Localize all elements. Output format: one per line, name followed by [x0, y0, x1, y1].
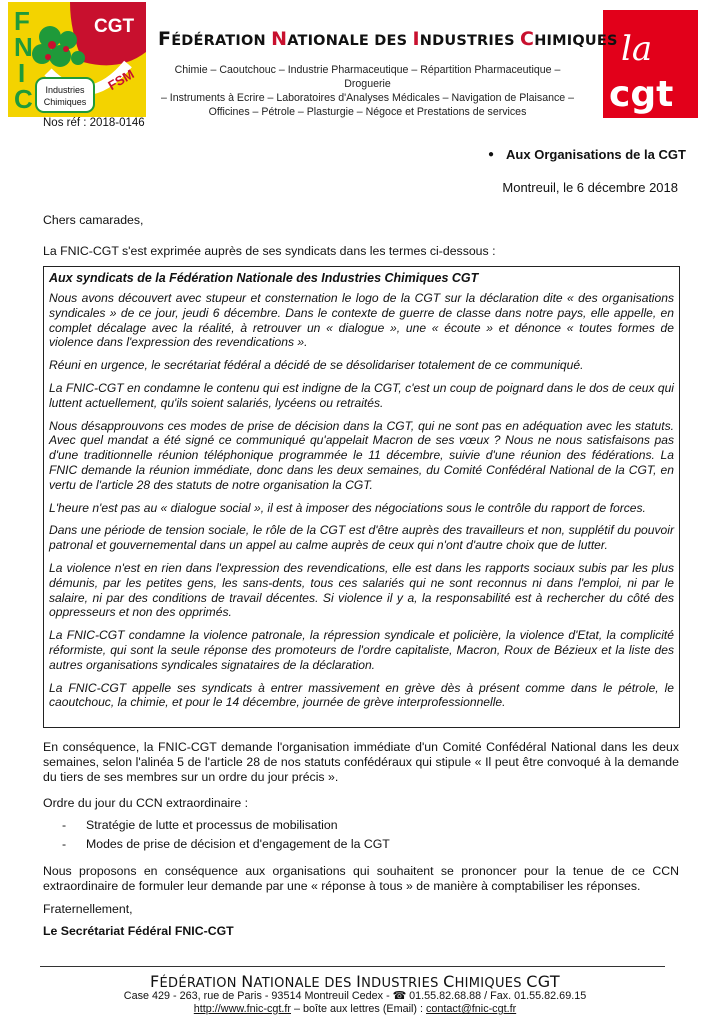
signature: Le Secrétariat Fédéral FNIC-CGT [43, 924, 234, 938]
place-date: Montreuil, le 6 décembre 2018 [502, 180, 678, 195]
la-cgt-logo-la: la [621, 29, 653, 69]
fnic-letter-n: N [14, 32, 33, 62]
recipient [488, 147, 686, 162]
footer-links [0, 1003, 710, 1015]
footer-title-part: HIMIQUES [454, 976, 527, 991]
footer-divider [40, 966, 665, 967]
sectors-list [150, 63, 585, 119]
quoted-statement-box [43, 266, 680, 728]
header-title-part: ÉDÉRATION [171, 33, 272, 49]
federation-title [158, 28, 618, 50]
footer-title-part: ATIONALE DES [253, 976, 357, 991]
footer-title-part: C [443, 972, 455, 991]
box-paragraph: La FNIC-CGT condamne la violence patronale, la répression syndicale et policière, la violence d'Etat, la complicité réformiste, qui sont la seule réponse des promoteurs de l'ordre capitaliste, Macron, Roux de Bézieux et la liste des autres organisations syndicales signataires de la déclaration. [49, 628, 674, 672]
box-paragraph: Réuni en urgence, le secrétariat fédéral a décidé de se désolidariser totalement de ce communiqué. [49, 358, 584, 373]
header-title-part: I [412, 28, 420, 50]
dash-icon: - [62, 818, 67, 832]
fnic-ribbon-line2: Chimiques [43, 97, 87, 107]
agenda-item-text: Stratégie de lutte et processus de mobilisation [86, 818, 338, 832]
footer-address: Case 429 - 263, rue de Paris - 93514 Montreuil Cedex - ☎ 01.55.82.68.88 / Fax. 01.55.82.69.15 [123, 990, 587, 1002]
fnic-letter-i: I [18, 58, 26, 88]
la-cgt-logo-cgt: cgt [609, 74, 674, 115]
box-paragraph: La violence n'est en rien dans l'expression des revendications, elle est dans les rapports sociaux subis par les plus démunis, par les petites gens, les sans-dents, tous ces salariés qui ne sont reconnus ni dans l'emploi, ni par le salaire, ni par des conditions de travail décentes. Si violence il y a, la responsabilité est à rechercher du côté des oppresseurs et non des opprimés. [49, 560, 674, 620]
sectors-line: Officines – Pétrole – Plasturgie – Négoce et Prestations de services [208, 106, 527, 118]
footer-title-part: NDUSTRIES [361, 976, 444, 991]
mailbox-text: – boîte aux lettres (Email) : [291, 1003, 427, 1015]
header-title-part: N [271, 28, 288, 50]
box-paragraph: Nous avons découvert avec stupeur et consternation le logo de la CGT sur la déclaration dite « des organisations syndicales » de ce jour, jeudi 6 décembre. Dans le contexte de guerre de classe dans notre pays, elle appelle, en complet décalage avec la réalité, à retrouver un « dialogue », une « écoute » et dénonce « toutes formes de violence dans l'expression des revendications ». [49, 291, 674, 350]
box-paragraph: La FNIC-CGT en condamne le contenu qui est indigne de la CGT, c'est un coup de poignard dans le dos de ceux qui luttent actuellement, qu'ils soient salariés, lycéens ou retraités. [49, 380, 674, 410]
box-paragraph: Nous désapprouvons ces modes de prise de décision dans la CGT, qui ne sont pas en adéquation avec les statuts. Avec quel mandat a été signé ce communiqué qu'appelait Macron de ses vœux ? Nous ne nous satisfaisons pas d'une traditionnelle réunion téléphonique programmée le 11 décembre, suivie d'une réunion des fédérations. La FNIC demande la réunion immédiate, donc dans les deux semaines, du Comité Confédéral National de la CGT, en vertu de l'article 28 des statuts de notre organisation la CGT. [49, 418, 674, 492]
header-title-part: F [158, 28, 172, 50]
greeting: Chers camarades, [43, 213, 144, 227]
fnic-logo [8, 2, 146, 117]
footer-title-part: F [150, 972, 160, 991]
header-title-part: C [520, 28, 535, 50]
agenda-list [62, 816, 390, 854]
bullet-icon: ● [488, 149, 495, 160]
footer-title-part: ÉDÉRATION [159, 976, 242, 991]
fnic-logo-fsm: FSM [105, 66, 137, 94]
sectors-line: Chimie – Caoutchouc – Industrie Pharmaceutique – Répartition Pharmaceutique – Droguerie [174, 64, 561, 90]
email-link[interactable]: contact@fnic-cgt.fr [426, 1003, 517, 1015]
fnic-ribbon-line1: Industries [45, 85, 85, 95]
intro-paragraph: La FNIC-CGT s'est exprimée auprès de ses syndicats dans les termes ci-dessous : [43, 244, 496, 258]
la-cgt-logo [603, 10, 698, 118]
recipient-text: Aux Organisations de la CGT [506, 147, 686, 162]
footer-title-part: I [356, 972, 362, 991]
header-title-part: ATIONALE DES [287, 33, 413, 49]
website-link[interactable]: http://www.fnic-cgt.fr [193, 1003, 291, 1015]
fnic-letter-f: F [14, 6, 30, 36]
box-title: Aux syndicats de la Fédération Nationale des Industries Chimiques CGT [49, 271, 479, 285]
closing: Fraternellement, [43, 902, 133, 916]
consequence-paragraph: En conséquence, la FNIC-CGT demande l'organisation immédiate d'un Comité Confédéral National dans les deux semaines, selon l'alinéa 5 de l'article 28 de nos statuts confédéraux qui stipule « Il peut être convoqué à la demande du tiers de ses membres sur un ordre du jour précis ». [43, 740, 679, 785]
agenda-item-text: Modes de prise de décision et d'engagement de la CGT [86, 837, 390, 851]
reference-number: Nos réf : 2018-0146 [43, 117, 145, 129]
sectors-line: – Instruments à Ecrire – Laboratoires d'Analyses Médicales – Navigation de Plaisance – [160, 92, 575, 104]
list-item [62, 835, 390, 854]
box-paragraph: La FNIC-CGT appelle ses syndicats à entrer massivement en grève dès à présent comme dans le pétrole, le caoutchouc, la chimie, et pour le 14 décembre, journée de grève interprofessionnelle. [49, 680, 674, 710]
header-title-part: HIMIQUES [534, 33, 618, 49]
fnic-letter-c: C [14, 84, 33, 114]
box-paragraph: L'heure n'est pas au « dialogue social », il est à imposer des négociations sous le contrôle du rapport de forces. [49, 500, 646, 515]
header-title-part: NDUSTRIES [419, 33, 521, 49]
footer-title-part: N [241, 972, 254, 991]
footer-title-part: CGT [526, 972, 560, 991]
box-paragraph: Dans une période de tension sociale, le rôle de la CGT est d'être auprès des travailleurs et non, supplétif du pouvoir patronal et gouvernemental dans un appel au calme auprès de ceux qui n'ont d'autre choix que de lutter. [49, 523, 674, 553]
fnic-logo-cgt: CGT [94, 16, 135, 37]
list-item [62, 816, 390, 835]
agenda-title: Ordre du jour du CCN extraordinaire : [43, 796, 249, 810]
proposal-paragraph: Nous proposons en conséquence aux organisations qui souhaitent se prononcer pour la tenue de ce CCN extraordinaire de formuler leur demande par une « réponse à tous » de manière à comptabiliser les réponses. [43, 864, 679, 894]
dash-icon: - [62, 837, 67, 851]
